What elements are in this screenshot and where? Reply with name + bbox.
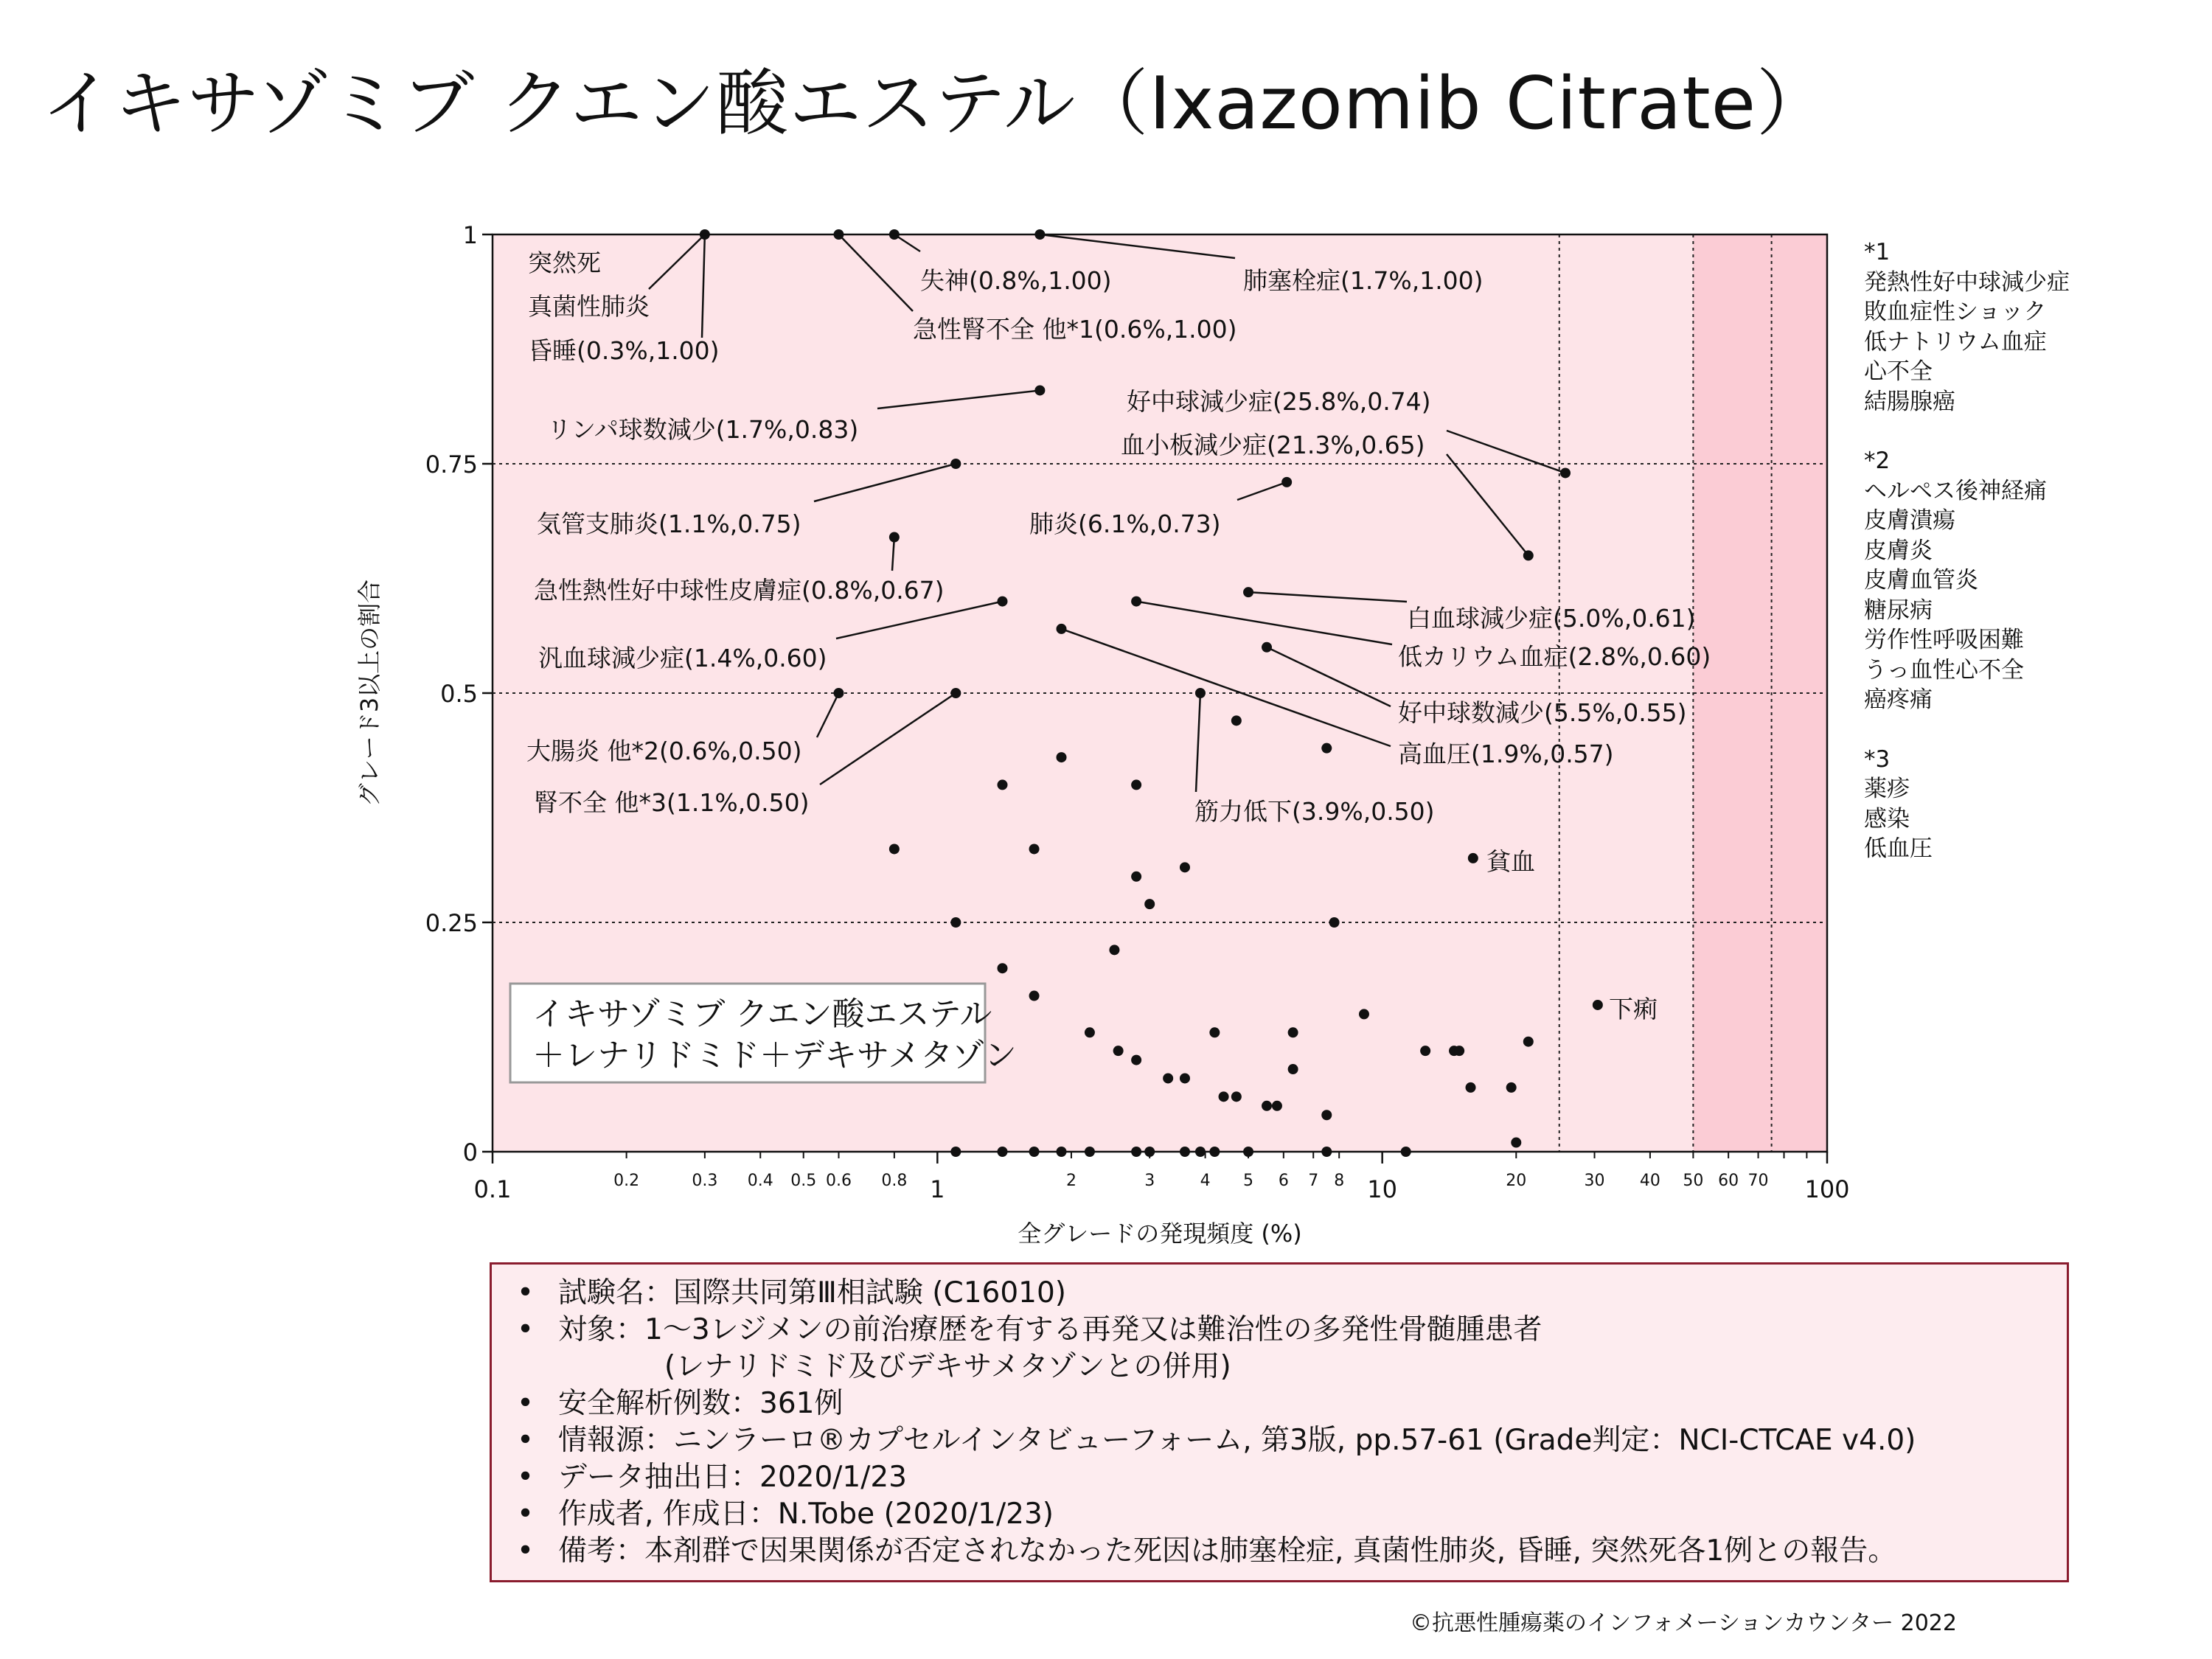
info-trial [517, 1275, 2067, 1312]
x-major-tick-label: 10 [1367, 1175, 1398, 1203]
data-point [1321, 743, 1332, 754]
y-axis-label: グレード3以上の割合 [355, 579, 383, 807]
data-point [1288, 1027, 1298, 1037]
bullet: • [517, 1498, 535, 1531]
y-tick-label: 0.75 [425, 451, 478, 479]
annotation-label: 好中球数減少(5.5%,0.55) [1398, 698, 1687, 727]
x-major-tick-label: 0.1 [473, 1175, 512, 1203]
x-minor-tick-label: 8 [1334, 1172, 1345, 1190]
data-point [950, 917, 961, 928]
info-safety [517, 1385, 2067, 1422]
y-tick-label: 1 [462, 221, 478, 249]
note-item: 皮膚潰瘍 [1864, 507, 1955, 534]
note-item: 心不全 [1864, 358, 1933, 385]
data-point [1272, 1101, 1282, 1111]
y-tick-label: 0.25 [425, 909, 478, 937]
info-target-text: 対象：1～3レジメンの前治療歴を有する再発又は難治性の多発性骨髄腫患者 [558, 1313, 1543, 1346]
info-remark [517, 1533, 2067, 1570]
x-minor-tick-label: 0.4 [747, 1172, 773, 1190]
info-author-text: 作成者, 作成日：N.Tobe (2020/1/23) [558, 1498, 1054, 1531]
annotation-label: 汎血球減少症(1.4%,0.60) [538, 644, 827, 672]
annotation-label: 血小板減少症(21.3%,0.65) [1121, 431, 1425, 459]
note-title: *2 [1864, 448, 1891, 474]
data-point [950, 688, 961, 698]
data-point [1560, 467, 1571, 478]
x-minor-tick-label: 0.6 [825, 1172, 852, 1190]
note-item: 皮膚血管炎 [1864, 567, 1978, 594]
footnotes [1864, 237, 2070, 894]
data-point [833, 688, 844, 698]
note-item: 労作性呼吸困難 [1864, 627, 2024, 653]
bullet: • [517, 1276, 535, 1310]
data-point [1523, 1037, 1534, 1047]
info-target-cont: (レナリドミド及びデキサメタゾンとの併用) [664, 1350, 1231, 1383]
data-point [1262, 1101, 1272, 1111]
annotation-label: リンパ球数減少(1.7%,0.83) [547, 415, 859, 444]
data-point [1329, 917, 1340, 928]
info-source [517, 1422, 2067, 1459]
data-point [1511, 1138, 1521, 1148]
bullet: • [517, 1534, 535, 1568]
data-point [1085, 1027, 1095, 1037]
data-point [1131, 872, 1141, 882]
data-point [1029, 991, 1040, 1001]
annotation-label: 昏睡(0.3%,1.00) [528, 336, 720, 365]
data-point [1057, 624, 1067, 634]
data-point [997, 597, 1007, 607]
data-point [1506, 1082, 1517, 1093]
info-author [517, 1496, 2067, 1533]
data-point [1466, 1082, 1476, 1093]
data-point [1180, 862, 1190, 872]
data-point [1593, 1000, 1603, 1010]
data-point [1468, 853, 1478, 863]
note-title: *3 [1864, 745, 1891, 773]
data-point [1209, 1027, 1220, 1037]
study-info-box [490, 1262, 2069, 1582]
annotation-label: 筋力低下(3.9%,0.50) [1194, 797, 1435, 826]
data-point [997, 779, 1007, 790]
legend-text: ＋レナリドミド＋デキサメタゾン [532, 1037, 1017, 1074]
note-group [1864, 237, 2070, 417]
note-item: ヘルペス後神経痛 [1864, 477, 2047, 504]
bullet: • [517, 1424, 535, 1457]
data-point [1131, 1055, 1141, 1065]
annotation-label: 大腸炎 他*2(0.6%,0.50) [526, 737, 802, 765]
annotation-label: 下痢 [1609, 995, 1658, 1023]
x-minor-tick-label: 0.8 [881, 1172, 908, 1190]
copyright: ©抗悪性腫瘍薬のインフォメーションカウンター 2022 [1410, 1610, 1957, 1636]
annotation-label: 肺塞栓症(1.7%,1.00) [1243, 266, 1484, 295]
legend-text: イキサゾミブ クエン酸エステル [532, 995, 992, 1033]
annotation-label: 好中球減少症(25.8%,0.74) [1127, 387, 1431, 416]
data-point [1231, 1091, 1242, 1102]
x-minor-tick-label: 0.3 [692, 1172, 718, 1190]
data-point [1420, 1046, 1430, 1056]
x-minor-tick-label: 4 [1200, 1172, 1211, 1190]
note-item: 癌疼痛 [1864, 686, 1933, 713]
data-point [1243, 587, 1253, 597]
annotation-label: 突然死 [528, 248, 601, 277]
x-minor-tick-label: 6 [1278, 1172, 1289, 1190]
x-minor-tick-label: 20 [1506, 1172, 1527, 1190]
note-item: 皮膚炎 [1864, 537, 1933, 564]
note-item: 敗血症性ショック [1864, 299, 2047, 325]
x-minor-tick-label: 0.2 [613, 1172, 640, 1190]
annotation-label: 白血球減少症(5.0%,0.61) [1407, 604, 1696, 633]
info-trial-text: 試験名：国際共同第Ⅲ相試験 (C16010) [558, 1276, 1067, 1310]
annotation-label: 肺炎(6.1%,0.73) [1029, 509, 1221, 538]
x-axis-label: 全グレードの発現頻度 (%) [1018, 1220, 1302, 1248]
x-minor-tick-label: 50 [1683, 1172, 1704, 1190]
info-source-text: 情報源：ニンラーロ®カプセルインタビューフォーム, 第3版, pp.57-61 (Grade判定：NCI-CTCAE v4.0) [558, 1424, 1916, 1457]
data-point [1057, 752, 1067, 762]
data-point [1113, 1046, 1124, 1056]
bullet: • [517, 1461, 535, 1494]
note-group [1864, 745, 2070, 864]
x-minor-tick-label: 60 [1718, 1172, 1739, 1190]
x-minor-tick-label: 0.5 [790, 1172, 817, 1190]
data-point [1144, 899, 1155, 909]
data-point [997, 963, 1007, 973]
data-point [1359, 1009, 1369, 1019]
bullet: • [517, 1313, 535, 1346]
data-point [1180, 1073, 1190, 1083]
y-tick-label: 0.5 [440, 680, 478, 708]
note-item: うっ血性心不全 [1864, 656, 2024, 684]
data-point [1131, 597, 1141, 607]
x-minor-tick-label: 30 [1584, 1172, 1605, 1190]
data-point [1109, 945, 1119, 955]
data-point [1321, 1110, 1332, 1120]
annotation-label: 高血圧(1.9%,0.57) [1398, 740, 1614, 768]
page-title: イキサゾミブ クエン酸エステル（Ixazomib Citrate） [41, 62, 1829, 146]
note-item: 薬疹 [1864, 776, 1910, 802]
annotation-label: 真菌性肺炎 [528, 292, 650, 321]
x-minor-tick-label: 40 [1639, 1172, 1660, 1190]
info-extract-date-text: データ抽出日：2020/1/23 [558, 1461, 907, 1494]
data-point [1219, 1091, 1229, 1102]
x-minor-tick-label: 7 [1308, 1172, 1319, 1190]
legend-box [510, 984, 1017, 1082]
annotation-label: 低カリウム血症(2.8%,0.60) [1398, 642, 1711, 671]
annotation-label: 気管支肺炎(1.1%,0.75) [537, 509, 801, 538]
data-point [889, 532, 900, 543]
bullet: • [517, 1387, 535, 1420]
note-item: 低血圧 [1864, 835, 1933, 862]
note-title: *1 [1864, 239, 1891, 265]
info-target [517, 1312, 2067, 1349]
x-minor-tick-label: 70 [1747, 1172, 1769, 1190]
info-extract-date [517, 1459, 2067, 1496]
x-major-tick-label: 100 [1804, 1175, 1850, 1203]
info-safety-text: 安全解析例数：361例 [558, 1387, 844, 1420]
data-point [1195, 688, 1206, 698]
data-point [1029, 844, 1040, 854]
data-point [1281, 477, 1292, 487]
data-point [1231, 715, 1242, 726]
note-item: 結腸腺癌 [1864, 388, 1955, 415]
note-item: 感染 [1864, 805, 1910, 832]
x-minor-tick-label: 5 [1243, 1172, 1254, 1190]
data-point [1523, 550, 1534, 560]
note-item: 糖尿病 [1864, 597, 1933, 624]
note-group [1864, 446, 2070, 715]
note-item: 発熱性好中球減少症 [1864, 268, 2070, 296]
y-tick-label: 0 [462, 1138, 478, 1166]
x-minor-tick-label: 2 [1065, 1172, 1077, 1190]
x-minor-tick-label: 3 [1144, 1172, 1155, 1190]
annotation-label: 急性熱性好中球性皮膚症(0.8%,0.67) [534, 576, 945, 605]
annotation-label: 貧血 [1486, 847, 1535, 876]
data-point [1288, 1064, 1298, 1074]
data-point [1163, 1073, 1173, 1083]
annotation-label: 腎不全 他*3(1.1%,0.50) [534, 788, 810, 817]
data-point [1454, 1046, 1464, 1056]
info-remark-text: 備考：本剤群で因果関係が否定されなかった死因は肺塞栓症, 真菌性肺炎, 昏睡, 突然死各1例との報告。 [558, 1534, 1897, 1568]
data-point [889, 844, 900, 854]
data-point [1131, 779, 1141, 790]
note-item: 低ナトリウム血症 [1864, 328, 2047, 355]
x-major-tick-label: 1 [930, 1175, 945, 1203]
annotation-label: 失神(0.8%,1.00) [920, 266, 1112, 295]
annotation-label: 急性腎不全 他*1(0.6%,1.00) [913, 315, 1237, 344]
data-point [1262, 642, 1272, 653]
data-point [1034, 385, 1045, 395]
data-point [950, 459, 961, 469]
